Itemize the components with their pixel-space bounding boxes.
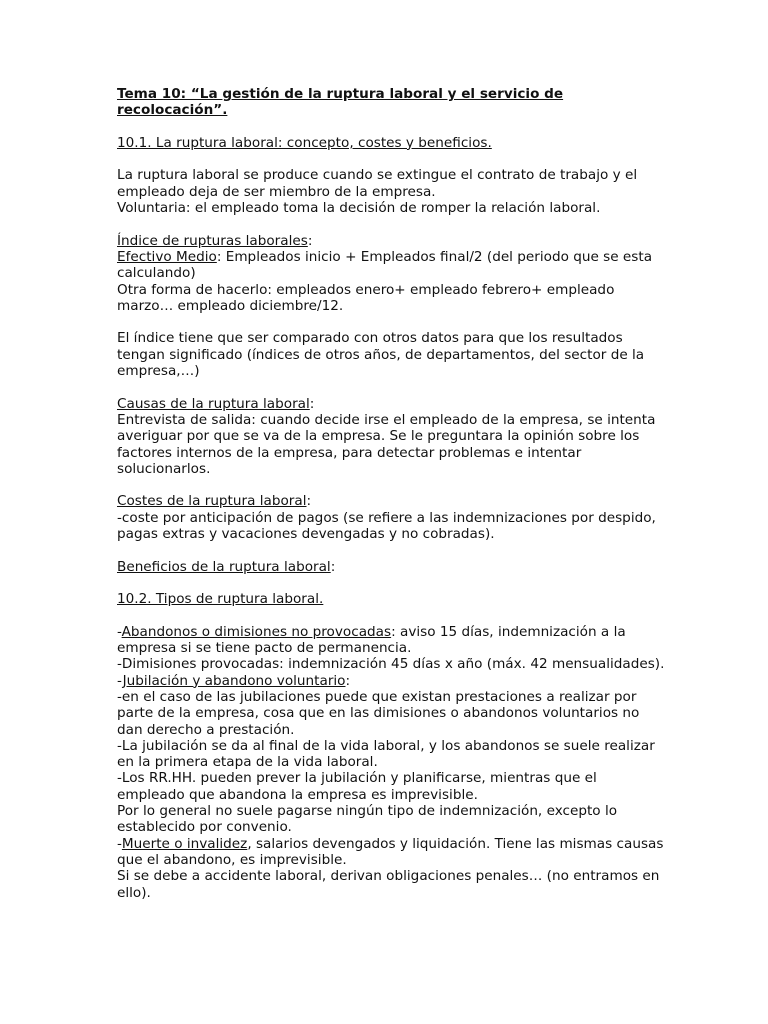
causas-paragraph: Entrevista de salida: cuando decide irse el empleado de la empresa, se intenta averiguar por que se va de la empresa. Se le preguntara la opinión sobre los factores internos de la empresa, para detectar problemas e intentar solucionarlos. (117, 411, 656, 477)
indice-comparado-paragraph: El índice tiene que ser comparado con otros datos para que los resultados tengan significado (índices de otros años, de departamentos, del sector de la empresa,…) (117, 330, 645, 380)
indice-heading: Índice de rupturas laborales (117, 232, 308, 249)
section-heading-10-1: 10.1. La ruptura laboral: concepto, costes y beneficios. (117, 134, 492, 151)
jubilacion-item-3: -Los RR.HH. pueden prever la jubilación y planificarse, mientras que el empleado que abandona la empresa es imprevisible. (117, 770, 597, 803)
dimisiones-provocadas-paragraph: -Dimisiones provocadas: indemnización 45 días x año (máx. 42 mensualidades). (117, 656, 665, 673)
otra-forma-paragraph: Otra forma de hacerlo: empleados enero+ empleado febrero+ empleado marzo… empleado diciembre/12. (117, 281, 615, 314)
jubilacion-item-4: Por lo general no suele pagarse ningún tipo de indemnización, excepto lo establecido por convenio. (117, 803, 618, 836)
beneficios-heading-line: Beneficios de la ruptura laboral: (117, 558, 336, 575)
efectivo-medio-paragraph: Efectivo Medio: Empleados inicio + Empleados final/2 (del periodo que se esta calculando) (117, 248, 653, 282)
accidente-paragraph: Si se debe a accidente laboral, derivan obligaciones penales… (no entramos en ello). (117, 868, 660, 901)
document-title: Tema 10: “La gestión de la ruptura laboral y el servicio de recolocación”. (117, 86, 564, 119)
costes-heading-line: Costes de la ruptura laboral: (117, 493, 312, 510)
abandonos-label: Abandonos o dimisiones no provocadas (121, 623, 392, 640)
muerte-label: Muerte o invalidez (121, 835, 248, 852)
efectivo-medio-label: Efectivo Medio (117, 248, 217, 265)
muerte-paragraph: -Muerte o invalidez, salarios devengados y liquidación. Tiene las mismas causas que el abandono, es imprevisible. (117, 835, 664, 868)
indice-heading-line: Índice de rupturas laborales: (117, 232, 313, 249)
abandonos-paragraph: -Abandonos o dimisiones no provocadas: aviso 15 días, indemnización a la empresa si se tiene pacto de permanencia. (117, 623, 626, 657)
jubilacion-item-2: -La jubilación se da al final de la vida laboral, y los abandonos se suele realizar en la primera etapa de la vida laboral. (117, 737, 655, 771)
costes-paragraph: -coste por anticipación de pagos (se refiere a las indemnizaciones por despido, pagas extras y vacaciones devengadas y no cobradas). (117, 509, 656, 543)
jubilacion-item-1: -en el caso de las jubilaciones puede que existan prestaciones a realizar por parte de la empresa, cosa que en las dimisiones o abandonos voluntarios no dan derecho a prestación. (117, 688, 640, 738)
beneficios-heading: Beneficios de la ruptura laboral (117, 558, 331, 575)
causas-heading-line: Causas de la ruptura laboral: (117, 395, 315, 412)
jubilacion-heading-line: -Jubilación y abandono voluntario: (117, 672, 351, 689)
jubilacion-label: Jubilación y abandono voluntario (122, 672, 346, 689)
definition-paragraph: La ruptura laboral se produce cuando se extingue el contrato de trabajo y el empleado deja de ser miembro de la empresa. (117, 167, 638, 200)
causas-heading: Causas de la ruptura laboral (117, 395, 310, 412)
section-heading-10-2: 10.2. Tipos de ruptura laboral. (117, 591, 324, 608)
voluntaria-paragraph: Voluntaria: el empleado toma la decisión de romper la relación laboral. (117, 200, 601, 217)
costes-heading: Costes de la ruptura laboral (117, 493, 307, 510)
